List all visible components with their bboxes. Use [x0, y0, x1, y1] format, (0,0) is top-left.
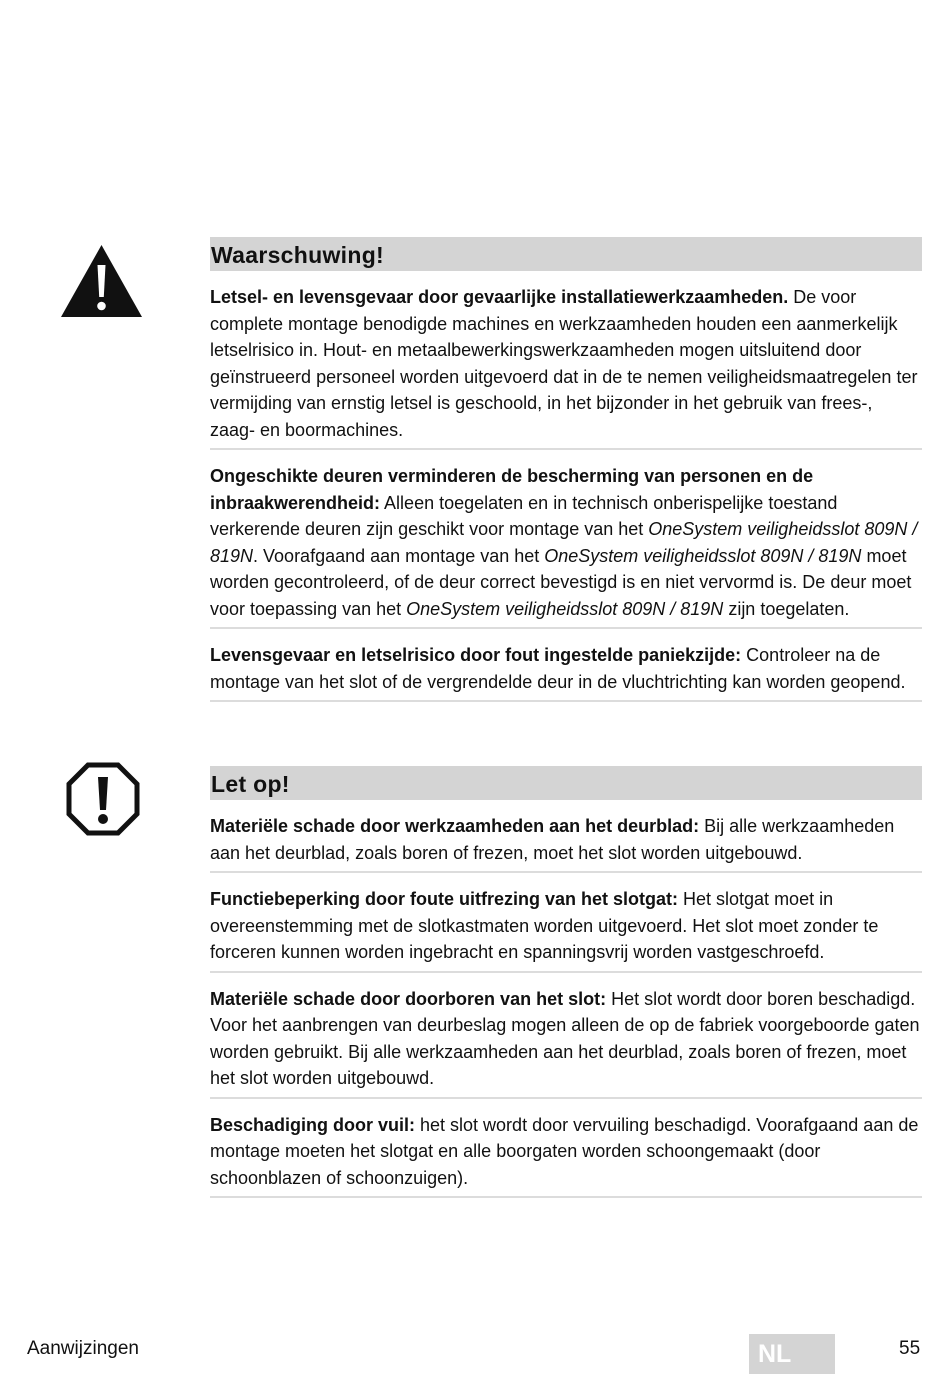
warning-paragraph-1-text: De voor complete montage benodigde machines en werkzaamheden houden een aanmerkelijk letselrisico in. Hout- en metaalbewerkingswerkzaamheden mogen uitsluitend door geïnstrueerd personeel worden uitgevoerd dat in de te nemen veiligheidsmaatregelen ter vermijding van ernstig letsel is geschoold, in het bijzonder in het gebruik van frees-, zaag- en boormachines. [210, 287, 918, 440]
warning-paragraph-1-lead: Letsel- en levensgevaar door gevaarlijke installatiewerkzaamheden. [210, 287, 789, 307]
product-name: OneSystem veiligheidsslot 809N / 819N [544, 545, 862, 566]
caution-paragraph-4-text: het slot wordt door vervuiling beschadigd. Voorafgaand aan de montage moeten het slotgat en alle boorgaten worden schoongemaakt (door schoonblazen of schoonzuigen). [210, 1114, 919, 1188]
warning-paragraph-2-text-1: Alleen toegelaten en in technisch onberispelijke toestand verkerende deuren zijn geschikt voor montage van het [210, 492, 838, 539]
caution-paragraph-1-lead: Materiële schade door werkzaamheden aan het deurblad: [210, 816, 700, 836]
warning-heading: Waarschuwing! [210, 237, 922, 271]
warning-section [210, 237, 922, 715]
product-name: OneSystem veiligheidsslot 809N / 819N [210, 519, 918, 566]
caution-paragraph-1-text: Bij alle werkzaamheden aan het deurblad, zoals boren of frezen, moet het slot worden uitgebouwd. [210, 816, 895, 863]
warning-paragraph-2-text-2: . Voorafgaand aan montage van het [253, 545, 545, 566]
caution-paragraph-2 [210, 886, 922, 973]
caution-paragraph-4 [210, 1112, 922, 1199]
caution-paragraph-2-lead: Functiebeperking door foute uitfrezing van het slotgat: [210, 889, 679, 909]
caution-paragraph-3 [210, 986, 922, 1099]
caution-paragraph-3-text: Het slot wordt door boren beschadigd. Voor het aanbrengen van deurbeslag mogen alleen de op de fabriek voorgeboorde gaten worden gebruikt. Bij alle werkzaamheden aan het deurblad, zoals boren of frezen, moet het slot worden uitgebouwd. [210, 988, 920, 1088]
caution-paragraph-2-text: Het slotgat moet in overeenstemming met de slotkastmaten worden uitgevoerd. Het slot moet zonder te forceren kunnen worden ingebracht en spanningsvrij worden vastgeschroefd. [210, 889, 879, 962]
warning-paragraph-2 [210, 463, 922, 629]
language-badge: NL [749, 1334, 835, 1374]
warning-paragraph-2-text-4: zijn toegelaten. [723, 598, 850, 619]
caution-section [210, 766, 922, 1211]
warning-paragraph-3-text: Controleer na de montage van het slot of de vergrendelde deur in de vluchtrichting kan worden geopend. [210, 645, 906, 692]
warning-paragraph-2-lead: Ongeschikte deuren verminderen de bescherming van personen en de inbraakwerendheid: [210, 466, 814, 513]
caution-paragraph-1 [210, 813, 922, 873]
caution-paragraph-3-lead: Materiële schade door doorboren van het slot: [210, 988, 607, 1009]
warning-paragraph-3 [210, 642, 922, 702]
caution-heading: Let op! [210, 766, 922, 800]
footer-section-name: Aanwijzingen [27, 1338, 139, 1359]
product-name: OneSystem veiligheidsslot 809N / 819N [406, 598, 724, 619]
page-number: 55 [899, 1338, 921, 1359]
warning-triangle-icon [59, 243, 144, 319]
warning-paragraph-3-lead: Levensgevaar en letselrisico door fout ingestelde paniekzijde: [210, 645, 742, 665]
caution-octagon-icon [66, 762, 140, 836]
caution-paragraph-4-lead: Beschadiging door vuil: [210, 1114, 416, 1135]
warning-paragraph-1 [210, 284, 922, 450]
warning-paragraph-2-text-3: moet worden gecontroleerd, of de deur correct bevestigd is en niet vervormd is. De deur moet voor toepassing van het [210, 545, 912, 619]
